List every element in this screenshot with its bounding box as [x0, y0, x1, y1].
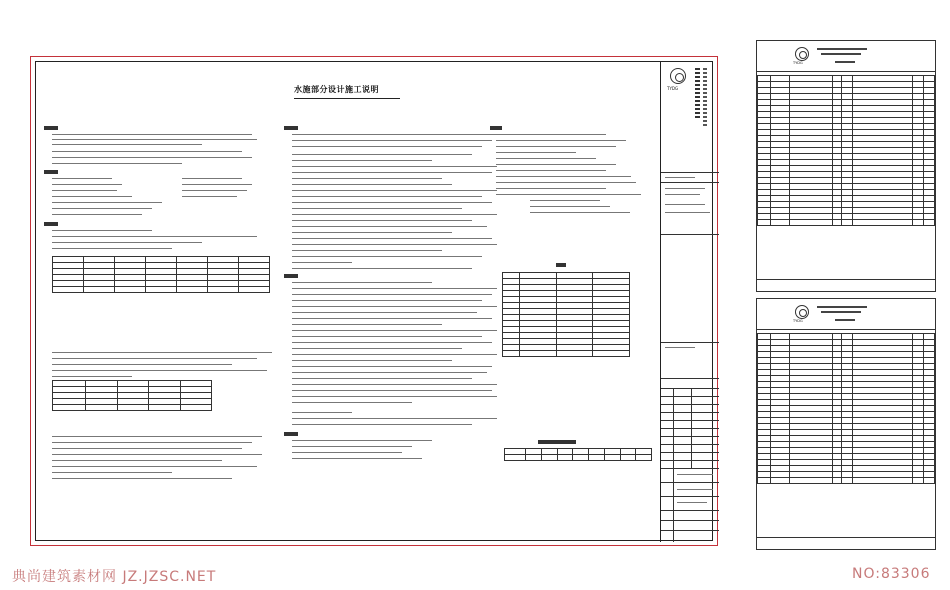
company-logo-icon	[670, 68, 686, 84]
drawing-frame	[35, 61, 713, 541]
directory-sheet-2	[756, 298, 936, 550]
section-heading	[44, 126, 58, 130]
sheet-title: 水施部分设计施工说明	[294, 85, 379, 94]
drawing-index-table	[757, 333, 935, 484]
legend-heading	[556, 263, 566, 267]
watermark-number: NO:83306	[852, 566, 931, 582]
pipe-diameter-table	[504, 448, 652, 461]
title-block	[660, 62, 719, 542]
directory-sheet-1	[756, 40, 936, 292]
pipe-spec-table	[52, 380, 212, 411]
legend-table	[502, 272, 630, 357]
drawing-index-table	[757, 75, 935, 226]
logo-text: TYDG	[667, 86, 679, 91]
pipe-diameter-heading	[538, 440, 576, 444]
logo-text: TYDG	[793, 61, 803, 65]
water-demand-table	[52, 256, 270, 293]
notes-column-2	[284, 126, 499, 526]
main-drawing-sheet	[30, 56, 718, 546]
company-logo-icon	[795, 305, 809, 319]
logo-text: TYDG	[793, 319, 803, 323]
company-name-vertical	[695, 68, 700, 118]
company-logo-icon	[795, 47, 809, 61]
title-underline	[294, 98, 400, 99]
watermark-site: 典尚建筑素材网 JZ.JZSC.NET	[12, 569, 217, 585]
